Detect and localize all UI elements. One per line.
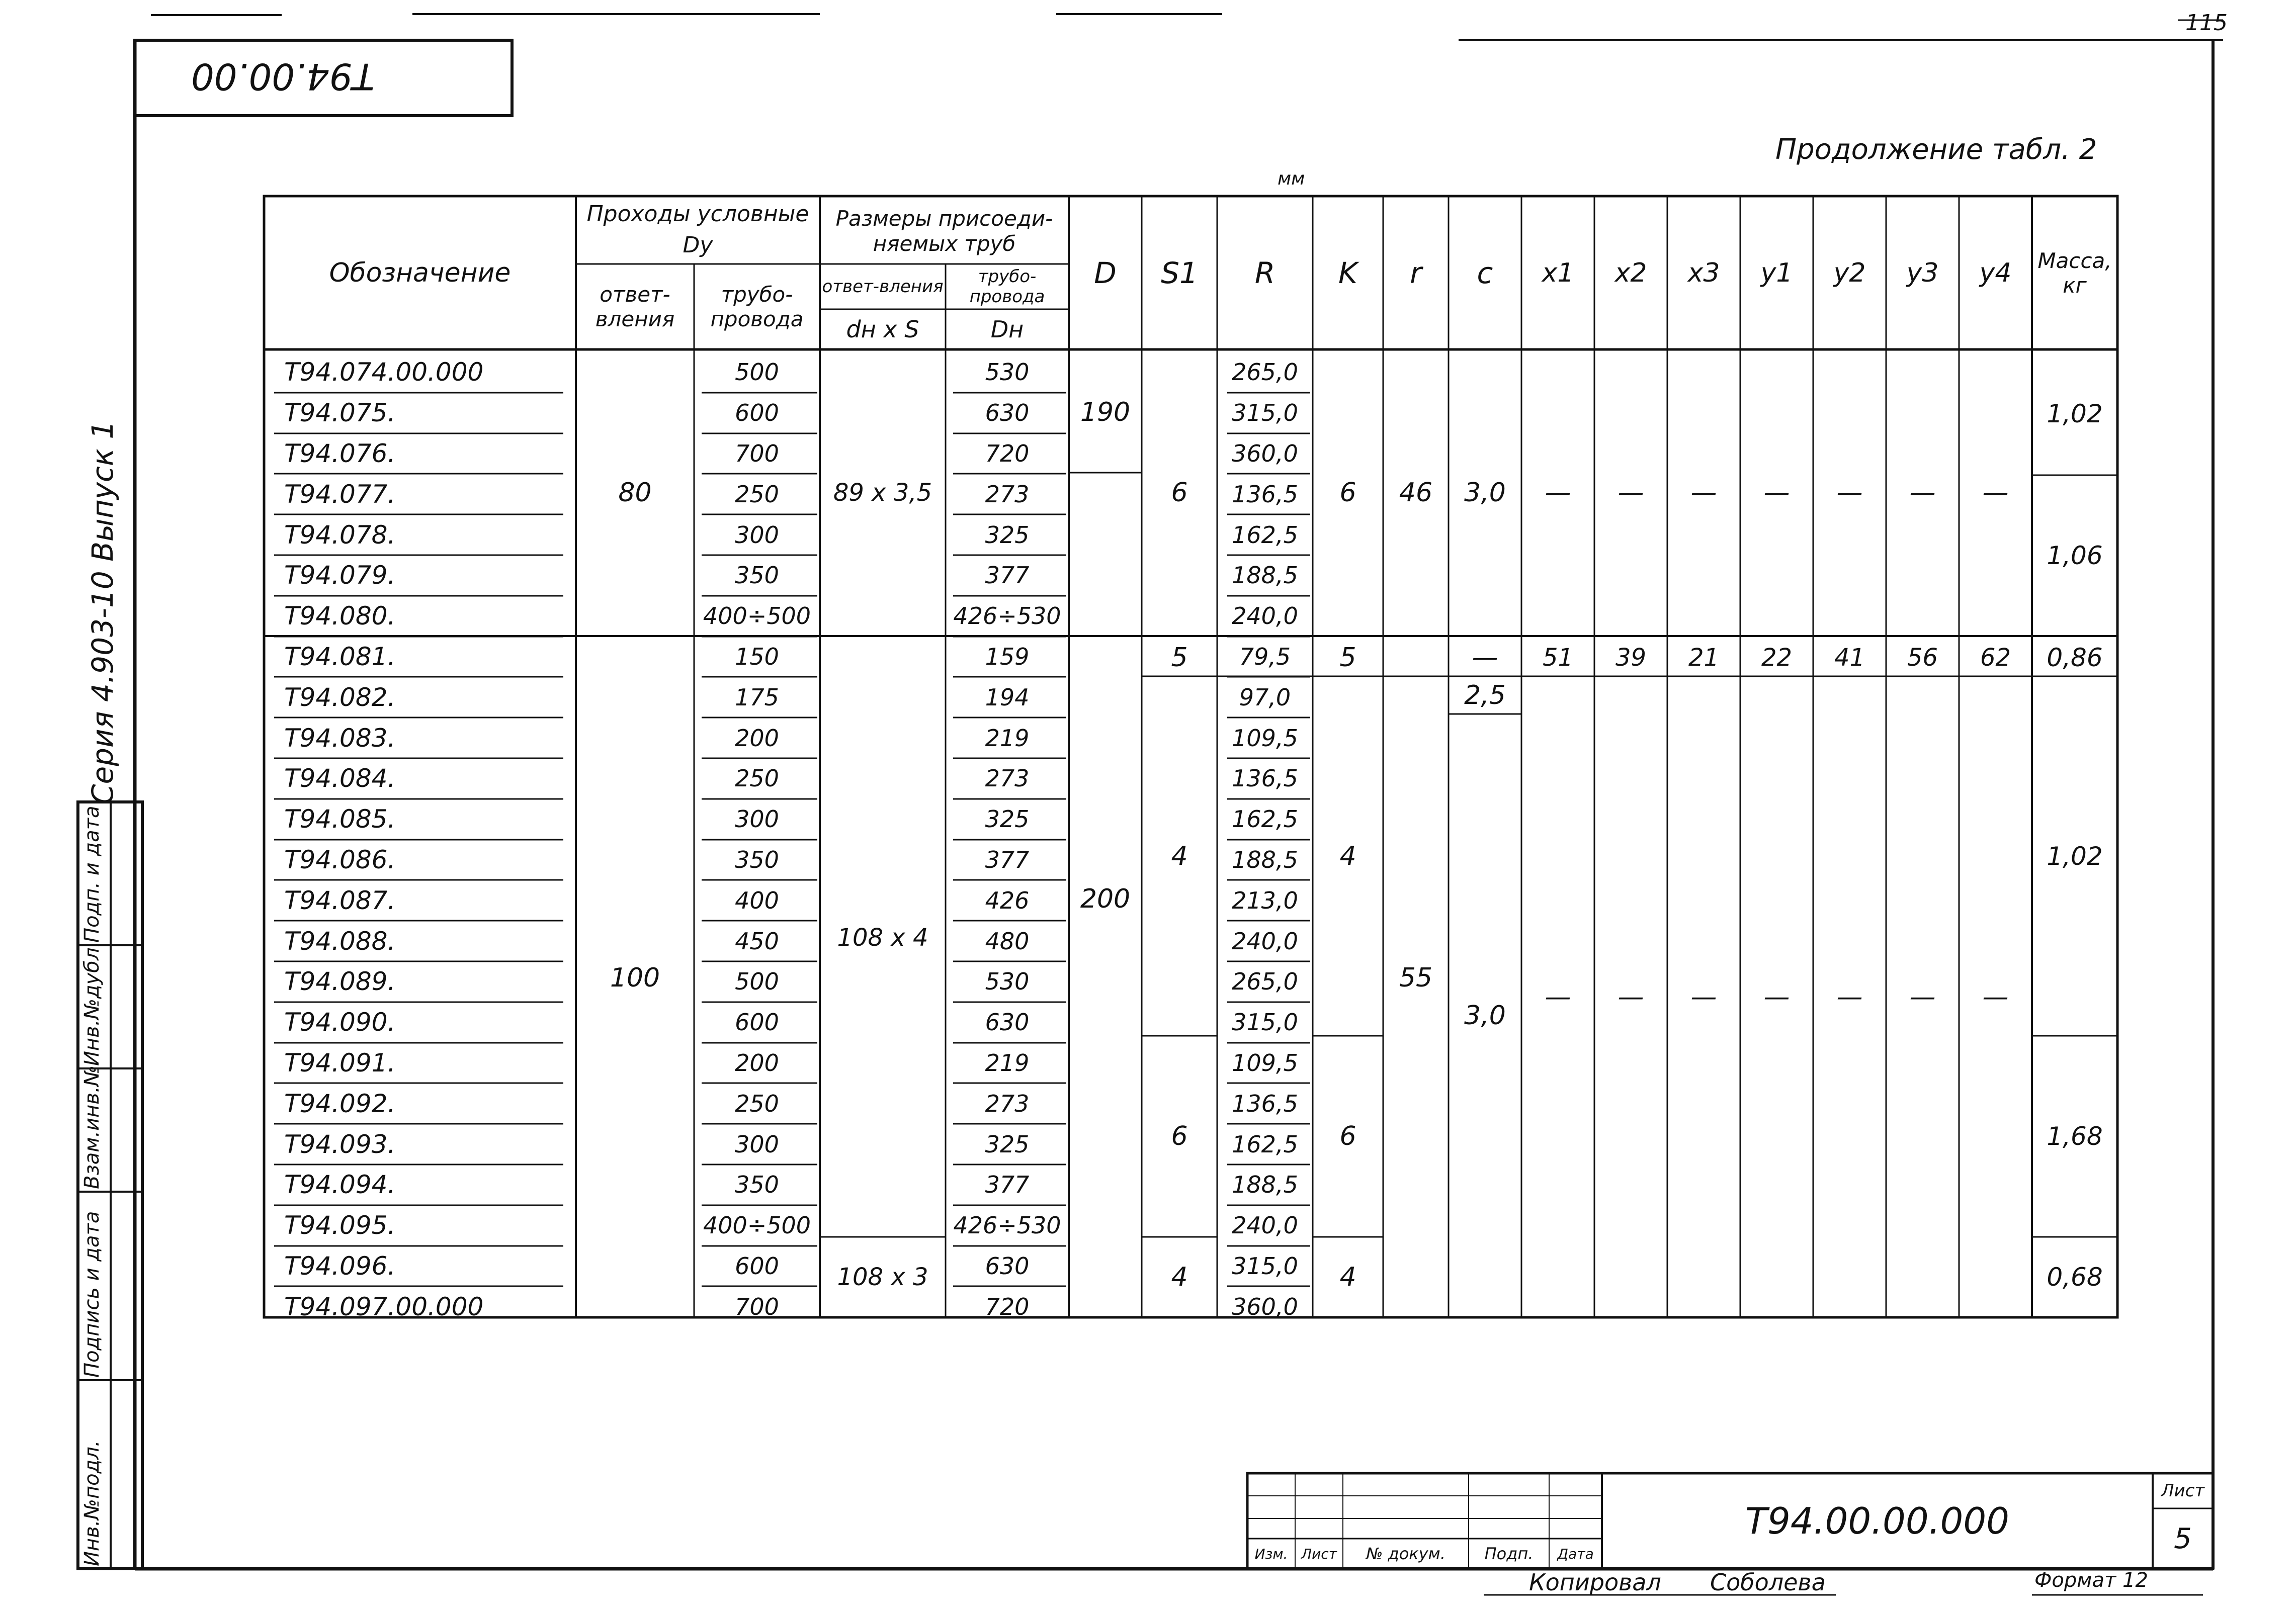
row-designation: Т94.089. <box>284 967 396 997</box>
K-4b: 4 <box>1339 1262 1356 1292</box>
header-y3: y3 <box>1906 257 1939 288</box>
row-R: 136,5 <box>1232 480 1298 508</box>
y1-dash-b: — <box>1763 981 1790 1012</box>
side-stamp-5: Подп. и дата <box>80 805 104 943</box>
row-pipe-diameter: 500 <box>735 968 779 996</box>
title-col-izm: Изм. <box>1254 1545 1288 1562</box>
row-designation: Т94.078. <box>284 520 396 550</box>
format-label: Формат 12 <box>2034 1569 2148 1592</box>
header-sizes-pipe: трубо-провода <box>969 266 1045 307</box>
c-30b: 3,0 <box>1464 1001 1506 1031</box>
row-R: 240,0 <box>1232 927 1298 955</box>
x1-dash-a: — <box>1545 478 1571 508</box>
dhs-108x3: 108 x 3 <box>837 1263 928 1291</box>
row-R: 162,5 <box>1232 521 1298 549</box>
row-R: 188,5 <box>1232 1171 1298 1199</box>
row-Dh: 325 <box>985 521 1030 549</box>
header-pipeline: трубо-провода <box>710 282 804 331</box>
row-Dh: 219 <box>985 1049 1030 1077</box>
row-R: 315,0 <box>1232 1009 1298 1036</box>
row-R: 360,0 <box>1232 1293 1298 1320</box>
row-pipe-diameter: 350 <box>735 1171 779 1199</box>
x3-dash-a: — <box>1690 478 1717 508</box>
header-x3: x3 <box>1687 257 1720 288</box>
row-R: 240,0 <box>1232 602 1298 630</box>
row-pipe-diameter: 300 <box>735 805 779 833</box>
row-pipe-diameter: 250 <box>735 480 779 508</box>
row-pipe-diameter: 200 <box>735 1049 779 1077</box>
row-Dh: 720 <box>985 1293 1030 1320</box>
title-block-sheet: 5 <box>2174 1522 2192 1555</box>
header-c: c <box>1477 255 1493 290</box>
row-designation: Т94.097.00.000 <box>284 1292 484 1321</box>
row-Dh: 377 <box>985 562 1030 589</box>
row-designation: Т94.075. <box>284 398 396 428</box>
header-R: R <box>1254 255 1275 290</box>
r-46: 46 <box>1399 478 1433 508</box>
mass-102a: 1,02 <box>2047 399 2103 428</box>
copier-name: Соболева <box>1710 1569 1826 1596</box>
row-pipe-diameter: 400÷500 <box>703 1212 811 1239</box>
title-col-sign: Подп. <box>1484 1544 1534 1563</box>
row-pipe-diameter: 350 <box>735 562 779 589</box>
row-R: 109,5 <box>1232 724 1298 752</box>
row-Dh: 630 <box>985 1009 1030 1036</box>
row-Dh: 630 <box>985 1252 1030 1280</box>
title-col-list: Лист <box>1301 1545 1337 1562</box>
row-designation: Т94.091. <box>284 1048 396 1078</box>
title-col-doc: № докум. <box>1366 1544 1445 1563</box>
row-pipe-diameter: 700 <box>735 439 779 467</box>
y3-dash-a: — <box>1909 478 1936 508</box>
row-designation: Т94.096. <box>284 1251 396 1281</box>
row-R: 79,5 <box>1239 643 1291 670</box>
row-Dh: 273 <box>985 765 1030 792</box>
row-designation: Т94.085. <box>284 804 396 834</box>
row-designation: Т94.086. <box>284 845 396 874</box>
row-pipe-diameter: 300 <box>735 521 779 549</box>
page-number: 115 <box>2185 10 2228 36</box>
header-dh-s: dн x S <box>846 316 919 343</box>
row-designation: Т94.081. <box>284 642 396 671</box>
row-Dh: 530 <box>985 968 1030 996</box>
row-designation: Т94.077. <box>284 479 396 509</box>
x1-dash-b: — <box>1545 981 1571 1012</box>
y1-dash-a: — <box>1763 478 1790 508</box>
row-pipe-diameter: 350 <box>735 846 779 873</box>
series-label: Серия 4.903-10 Выпуск 1 <box>86 420 120 804</box>
branch-80: 80 <box>618 478 652 508</box>
header-y2: y2 <box>1833 257 1866 288</box>
row-Dh: 630 <box>985 399 1030 427</box>
header-sizes: Размеры присоеди-няемых труб <box>835 206 1053 256</box>
row-R: 136,5 <box>1232 765 1298 792</box>
row-R: 109,5 <box>1232 1049 1298 1077</box>
row-R: 265,0 <box>1232 359 1298 386</box>
row-Dh: 377 <box>985 1171 1030 1199</box>
y1-value: 22 <box>1761 643 1793 672</box>
row-designation: Т94.092. <box>284 1089 396 1118</box>
r-55: 55 <box>1399 963 1433 993</box>
header-passes: Проходы условные <box>586 201 809 227</box>
row-pipe-diameter: 700 <box>735 1293 779 1320</box>
row-Dh: 194 <box>985 683 1030 711</box>
y2-dash-a: — <box>1836 478 1863 508</box>
header-D: D <box>1094 255 1117 290</box>
mass-068: 0,68 <box>2047 1263 2103 1292</box>
K-5: 5 <box>1339 642 1356 673</box>
row-designation: Т94.074.00.000 <box>284 357 484 387</box>
row-Dh: 426÷530 <box>953 602 1061 630</box>
D-200: 200 <box>1080 883 1131 914</box>
header-x2: x2 <box>1614 257 1647 288</box>
x1-value: 51 <box>1542 643 1574 672</box>
row-pipe-diameter: 300 <box>735 1130 779 1158</box>
row-designation: Т94.083. <box>284 723 396 753</box>
row-Dh: 273 <box>985 1090 1030 1117</box>
header-S1: S1 <box>1161 255 1198 290</box>
row-Dh: 426÷530 <box>953 1212 1061 1239</box>
row-Dh: 159 <box>985 643 1030 670</box>
c-30a: 3,0 <box>1464 478 1506 508</box>
x3-dash-b: — <box>1690 981 1717 1012</box>
row-R: 360,0 <box>1232 439 1298 467</box>
units-label: мм <box>1278 168 1305 189</box>
header-y4: y4 <box>1979 257 2012 288</box>
header-passes-sub: Dу <box>683 232 713 258</box>
S1-4a: 4 <box>1171 841 1188 871</box>
y4-value: 62 <box>1980 643 2011 672</box>
corner-stamp: Т94.00.00 <box>191 55 375 98</box>
header-K: K <box>1338 255 1358 290</box>
c-25: 2,5 <box>1464 680 1506 710</box>
row-designation: Т94.079. <box>284 561 396 590</box>
row-designation: Т94.088. <box>284 926 396 956</box>
side-stamp-4: Инв.№дубл. <box>80 941 104 1066</box>
row-designation: Т94.084. <box>284 764 396 793</box>
row-Dh: 530 <box>985 359 1030 386</box>
x2-dash-a: — <box>1618 478 1644 508</box>
row-R: 265,0 <box>1232 968 1298 996</box>
header-branch: ответ-вления <box>595 282 675 331</box>
row-designation: Т94.080. <box>284 601 396 631</box>
row-pipe-diameter: 200 <box>735 724 779 752</box>
S1-6a: 6 <box>1171 478 1188 508</box>
row-Dh: 480 <box>985 927 1030 955</box>
mass-102b: 1,02 <box>2047 841 2103 871</box>
mass-106: 1,06 <box>2047 541 2103 570</box>
row-pipe-diameter: 250 <box>735 1090 779 1117</box>
row-designation: Т94.087. <box>284 885 396 915</box>
S1-5: 5 <box>1171 642 1188 673</box>
row-pipe-diameter: 600 <box>735 1009 779 1036</box>
header-y1: y1 <box>1760 257 1793 288</box>
row-pipe-diameter: 175 <box>735 683 779 711</box>
x3-value: 21 <box>1688 643 1720 672</box>
row-R: 188,5 <box>1232 562 1298 589</box>
K-4a: 4 <box>1339 841 1356 871</box>
row-Dh: 325 <box>985 805 1030 833</box>
side-stamp-1: Инв.№подл. <box>80 1440 104 1566</box>
row-R: 315,0 <box>1232 1252 1298 1280</box>
header-sizes-branch: ответ-вления <box>822 277 944 297</box>
row-R: 213,0 <box>1232 886 1298 914</box>
x2-value: 39 <box>1615 643 1647 672</box>
row-Dh: 426 <box>985 886 1030 914</box>
dhs-108x4: 108 x 4 <box>837 924 928 952</box>
c-dash: — <box>1472 642 1498 673</box>
title-block-sheet-label: Лист <box>2161 1481 2205 1501</box>
y3-value: 56 <box>1907 643 1938 672</box>
title-block-code: Т94.00.00.000 <box>1745 1500 2009 1542</box>
row-R: 97,0 <box>1239 683 1291 711</box>
row-designation: Т94.095. <box>284 1211 396 1240</box>
K-6b: 6 <box>1339 1121 1356 1151</box>
continuation-label: Продолжение табл. 2 <box>1775 133 2097 166</box>
row-Dh: 720 <box>985 439 1030 467</box>
S1-6b: 6 <box>1171 1121 1188 1151</box>
y4-dash-b: — <box>1982 981 2009 1012</box>
S1-4b: 4 <box>1171 1262 1188 1292</box>
row-pipe-diameter: 400÷500 <box>703 602 811 630</box>
row-pipe-diameter: 500 <box>735 359 779 386</box>
dhs-89: 89 x 3,5 <box>833 479 932 507</box>
row-pipe-diameter: 150 <box>735 643 779 670</box>
row-pipe-diameter: 450 <box>735 927 779 955</box>
row-designation: Т94.076. <box>284 438 396 468</box>
y4-dash-a: — <box>1982 478 2009 508</box>
row-Dh: 325 <box>985 1130 1030 1158</box>
header-mass: Масса, кг <box>2037 248 2112 298</box>
title-col-date: Дата <box>1557 1545 1594 1562</box>
row-Dh: 219 <box>985 724 1030 752</box>
mass-086: 0,86 <box>2047 643 2103 672</box>
row-R: 240,0 <box>1232 1212 1298 1239</box>
K-6a: 6 <box>1339 478 1356 508</box>
row-pipe-diameter: 600 <box>735 1252 779 1280</box>
branch-100: 100 <box>610 963 660 993</box>
copied-label: Копировал <box>1529 1569 1661 1596</box>
side-stamp-3: Взам.инв.№ <box>80 1065 104 1189</box>
row-pipe-diameter: 400 <box>735 886 779 914</box>
header-x1: x1 <box>1542 257 1574 288</box>
row-pipe-diameter: 250 <box>735 765 779 792</box>
header-Dh: Dн <box>990 316 1024 343</box>
header-designation: Обозначение <box>329 257 511 288</box>
row-designation: Т94.093. <box>284 1129 396 1159</box>
side-stamp-2: Подпись и дата <box>80 1211 104 1378</box>
row-R: 162,5 <box>1232 1130 1298 1158</box>
row-Dh: 273 <box>985 480 1030 508</box>
row-designation: Т94.082. <box>284 682 396 712</box>
x2-dash-b: — <box>1618 981 1644 1012</box>
header-r: r <box>1410 255 1422 290</box>
row-R: 162,5 <box>1232 805 1298 833</box>
row-R: 136,5 <box>1232 1090 1298 1117</box>
row-designation: Т94.090. <box>284 1008 396 1037</box>
mass-168: 1,68 <box>2047 1122 2103 1151</box>
row-designation: Т94.094. <box>284 1170 396 1200</box>
row-pipe-diameter: 600 <box>735 399 779 427</box>
row-R: 188,5 <box>1232 846 1298 873</box>
D-190: 190 <box>1080 397 1131 427</box>
row-R: 315,0 <box>1232 399 1298 427</box>
y2-value: 41 <box>1834 643 1865 672</box>
y3-dash-b: — <box>1909 981 1936 1012</box>
y2-dash-b: — <box>1836 981 1863 1012</box>
row-Dh: 377 <box>985 846 1030 873</box>
